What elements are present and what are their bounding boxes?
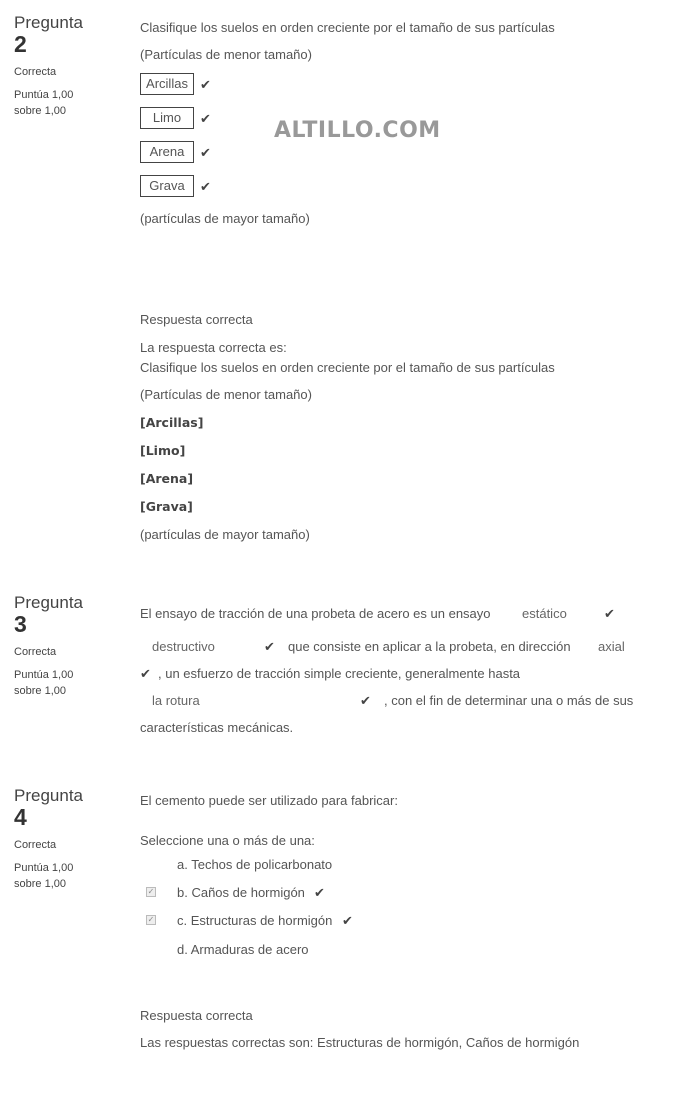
feedback-item: [Grava] bbox=[140, 499, 193, 514]
feedback-prompt: Clasifique los suelos en orden creciente por el tamaño de sus partículas bbox=[140, 360, 555, 375]
feedback-suffix: (partículas de mayor tamaño) bbox=[140, 527, 310, 542]
text-segment: , con el fin de determinar una o más de sus bbox=[384, 693, 634, 708]
question-instruction: Seleccione una o más de una: bbox=[140, 833, 315, 848]
feedback-item: [Arcillas] bbox=[140, 415, 204, 430]
check-icon: ✔ bbox=[604, 606, 615, 621]
question-number: 3 bbox=[14, 611, 27, 637]
answer-field-3[interactable]: axial bbox=[598, 639, 625, 654]
check-icon: ✔ bbox=[360, 693, 371, 708]
question-state: Correcta bbox=[14, 839, 57, 851]
option-a[interactable]: a. Techos de policarbonato bbox=[177, 857, 333, 872]
question-info bbox=[14, 594, 124, 699]
text-segment: , un esfuerzo de tracción simple creciente, generalmente hasta bbox=[158, 666, 521, 681]
answer-field-2[interactable]: destructivo bbox=[152, 639, 215, 654]
question-state: Correcta bbox=[14, 66, 57, 78]
checkbox-c[interactable]: ✓ bbox=[147, 915, 155, 924]
answer-field-1[interactable]: estático bbox=[522, 606, 567, 621]
check-icon: ✔ bbox=[264, 639, 275, 654]
checkbox-b[interactable]: ✓ bbox=[147, 887, 155, 896]
check-icon: ✔ bbox=[200, 145, 211, 160]
feedback-title: Respuesta correcta bbox=[140, 1008, 253, 1023]
question-label: Pregunta bbox=[14, 786, 83, 805]
option-c[interactable]: c. Estructuras de hormigón bbox=[177, 913, 333, 928]
text-segment: El ensayo de tracción de una probeta de acero es un ensayo bbox=[140, 606, 491, 621]
watermark: ALTILLO.COM bbox=[274, 118, 441, 143]
question-label: Pregunta bbox=[14, 13, 83, 32]
feedback-prefix: (Partículas de menor tamaño) bbox=[140, 387, 312, 402]
check-icon: ✔ bbox=[342, 913, 353, 928]
question-info bbox=[14, 787, 124, 892]
check-icon: ✔ bbox=[314, 885, 325, 900]
check-icon: ✔ bbox=[200, 77, 211, 92]
feedback-item: [Arena] bbox=[140, 471, 194, 486]
drop-box-2[interactable]: Limo bbox=[140, 107, 194, 129]
question-label: Pregunta bbox=[14, 593, 83, 612]
check-icon: ✔ bbox=[140, 666, 151, 681]
question-number: 2 bbox=[14, 31, 27, 57]
text-segment: características mecánicas. bbox=[140, 720, 294, 735]
check-icon: ✔ bbox=[200, 111, 211, 126]
order-suffix: (partículas de mayor tamaño) bbox=[140, 211, 310, 226]
option-b[interactable]: b. Caños de hormigón bbox=[177, 885, 305, 900]
drop-box-3[interactable]: Arena bbox=[140, 141, 194, 163]
question-info bbox=[14, 14, 124, 119]
question-state: Correcta bbox=[14, 646, 57, 658]
question-grade: Puntúa 1,00 sobre 1,00 bbox=[14, 862, 74, 890]
feedback-intro: La respuesta correcta es: bbox=[140, 340, 287, 355]
question-prompt: El cemento puede ser utilizado para fabricar: bbox=[140, 793, 398, 808]
feedback-item: [Limo] bbox=[140, 443, 186, 458]
question-grade: Puntúa 1,00 sobre 1,00 bbox=[14, 89, 74, 117]
question-prompt: Clasifique los suelos en orden creciente por el tamaño de sus partículas bbox=[140, 20, 555, 35]
answer-field-4[interactable]: la rotura bbox=[152, 693, 200, 708]
drop-box-4[interactable]: Grava bbox=[140, 175, 194, 197]
feedback-title: Respuesta correcta bbox=[140, 312, 253, 327]
question-grade: Puntúa 1,00 sobre 1,00 bbox=[14, 669, 74, 697]
question-number: 4 bbox=[14, 804, 27, 830]
feedback-text: Las respuestas correctas son: Estructuras de hormigón, Caños de hormigón bbox=[140, 1035, 580, 1050]
order-prefix: (Partículas de menor tamaño) bbox=[140, 47, 312, 62]
text-segment: que consiste en aplicar a la probeta, en dirección bbox=[288, 639, 571, 654]
option-d[interactable]: d. Armaduras de acero bbox=[177, 942, 309, 957]
drop-box-1[interactable]: Arcillas bbox=[140, 73, 194, 95]
check-icon: ✔ bbox=[200, 179, 211, 194]
